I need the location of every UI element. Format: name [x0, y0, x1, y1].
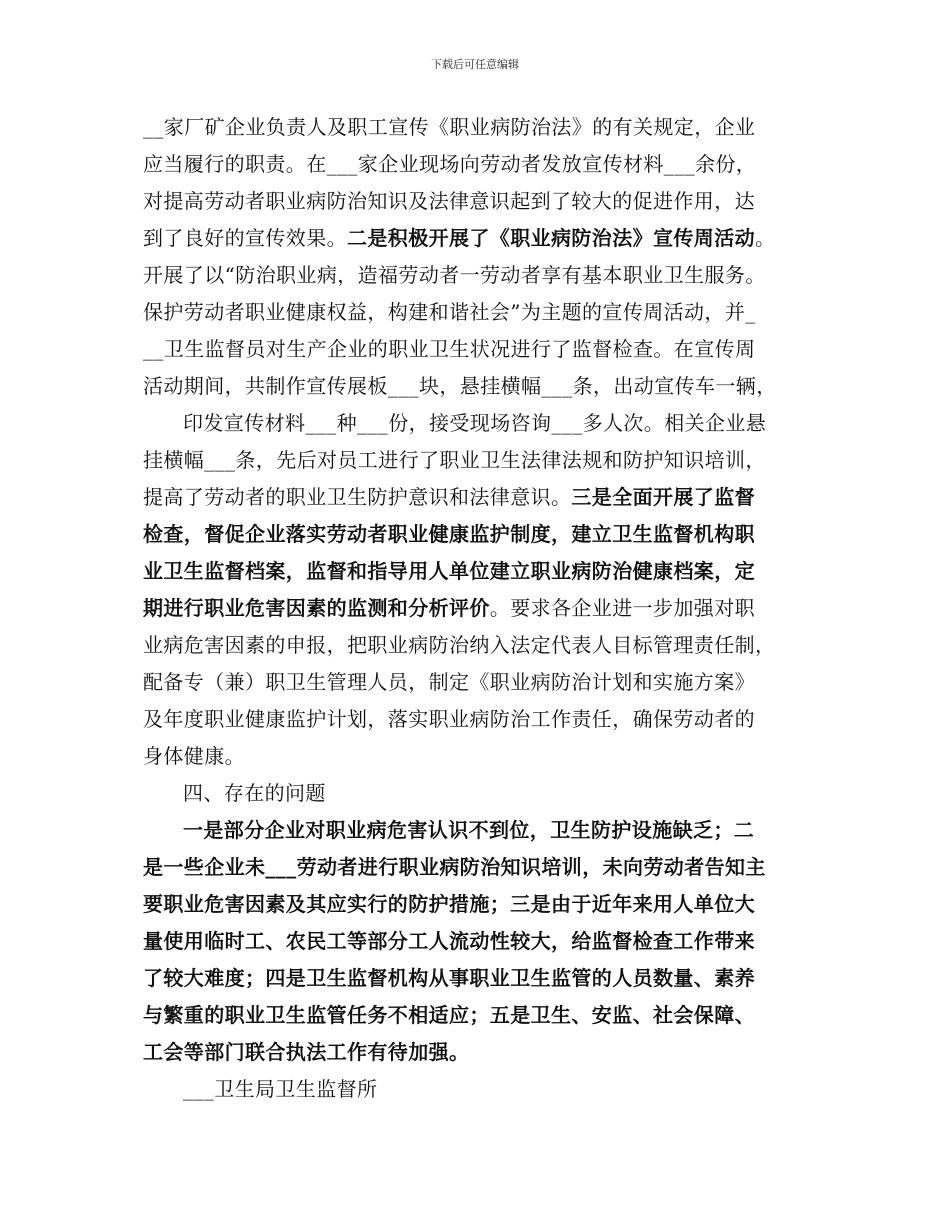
page-header: 下载后可任意编辑	[431, 58, 519, 71]
paragraph-line	[183, 815, 863, 845]
paragraph-line	[143, 704, 823, 734]
paragraph-line	[143, 223, 823, 253]
paragraph-line	[143, 334, 823, 364]
bold-text-run: 二是积极开展了《职业病防治法》宣传周活动	[347, 226, 755, 250]
signature-text: ___卫生局卫生监督所	[183, 1077, 378, 1101]
section-heading	[183, 778, 863, 808]
bold-text-run: 工会等部门联合执法工作有待加强。	[143, 1040, 470, 1064]
paragraph-line	[143, 445, 823, 475]
paragraph-line	[143, 963, 823, 993]
text-run: 身体健康。	[143, 744, 245, 768]
text-run: __家厂矿企业负责人及职工宣传《职业病防治法》的有关规定，企业	[143, 115, 756, 139]
bold-text-run: 要职业危害因素及其应实行的防护措施；三是由于近年来用人单位大	[143, 892, 755, 916]
paragraph-line	[143, 741, 823, 771]
paragraph-line	[143, 889, 823, 919]
bold-text-run: 三是全面开展了监督	[571, 485, 756, 509]
text-run: 。	[755, 226, 776, 250]
bold-text-run: 检查，督促企业落实劳动者职业健康监护制度，建立卫生监督机构职	[143, 522, 755, 546]
bold-text-run: 了较大难度；四是卫生监督机构从事职业卫生监管的人员数量、素养	[143, 966, 755, 990]
text-run: 提高了劳动者的职业卫生防护意识和法律意识。	[143, 485, 572, 509]
text-run: 应当履行的职责。在___家企业现场向劳动者发放宣传材料___余份，	[143, 152, 757, 176]
text-run: 业病危害因素的申报，把职业病防治纳入法定代表人目标管理责任制，	[143, 633, 776, 657]
paragraph-line	[143, 371, 823, 401]
paragraph-line	[143, 926, 823, 956]
paragraph-line	[143, 1037, 823, 1067]
paragraph-line	[143, 297, 823, 327]
text-run: 。要求各企业进一步加强对职	[489, 596, 756, 620]
paragraph-line	[143, 852, 823, 882]
text-run: 活动期间，共制作宣传展板___块，悬挂横幅___条，出动宣传车一辆，	[143, 374, 777, 398]
text-run: 及年度职业健康监护计划，落实职业病防治工作责任，确保劳动者的	[143, 707, 755, 731]
paragraph-line	[143, 149, 823, 179]
paragraph-line	[143, 593, 823, 623]
paragraph-line	[183, 408, 863, 438]
paragraph-line	[143, 1000, 823, 1030]
paragraph-line	[143, 112, 823, 142]
paragraph-line	[143, 186, 823, 216]
bold-text-run: 量使用临时工、农民工等部分工人流动性较大，给监督检查工作带来	[143, 929, 755, 953]
paragraph-line	[143, 556, 823, 586]
bold-text-run: 是一些企业未___劳动者进行职业病防治知识培训，未向劳动者告知主	[143, 855, 766, 879]
text-run: 印发宣传材料___种___份，接受现场咨询___多人次。相关企业悬	[183, 411, 767, 435]
text-run: 配备专（兼）职卫生管理人员，制定《职业病防治计划和实施方案》	[143, 670, 755, 694]
text-run: 到了良好的宣传效果。	[143, 226, 347, 250]
bold-text-run: 与繁重的职业卫生监管任务不相适应；五是卫生、安监、社会保障、	[143, 1003, 755, 1027]
text-run: 开展了以“防治职业病，造福劳动者一劳动者享有基本职业卫生服务。	[143, 263, 766, 287]
text-run: 保护劳动者职业健康权益，构建和谐社会”为主题的宣传周活动，并_	[143, 300, 756, 324]
paragraph-line	[143, 519, 823, 549]
paragraph-line	[143, 260, 823, 290]
signature-line	[183, 1074, 863, 1104]
heading-text: 四、存在的问题	[183, 781, 326, 805]
paragraph-line	[143, 630, 823, 660]
bold-text-run: 期进行职业危害因素的监测和分析评价	[143, 596, 490, 620]
bold-text-run: 业卫生监督档案，监督和指导用人单位建立职业病防治健康档案，定	[143, 559, 755, 583]
text-run: 挂横幅___条，先后对员工进行了职业卫生法律法规和防护知识培训，	[143, 448, 766, 472]
text-run: 对提高劳动者职业病防治知识及法律意识起到了较大的促进作用，达	[143, 189, 755, 213]
bold-text-run: 一是部分企业对职业病危害认识不到位，卫生防护设施缺乏；二	[183, 818, 755, 842]
paragraph-line	[143, 667, 823, 697]
paragraph-line	[143, 482, 823, 512]
text-run: __卫生监督员对生产企业的职业卫生状况进行了监督检查。在宣传周	[143, 337, 756, 361]
